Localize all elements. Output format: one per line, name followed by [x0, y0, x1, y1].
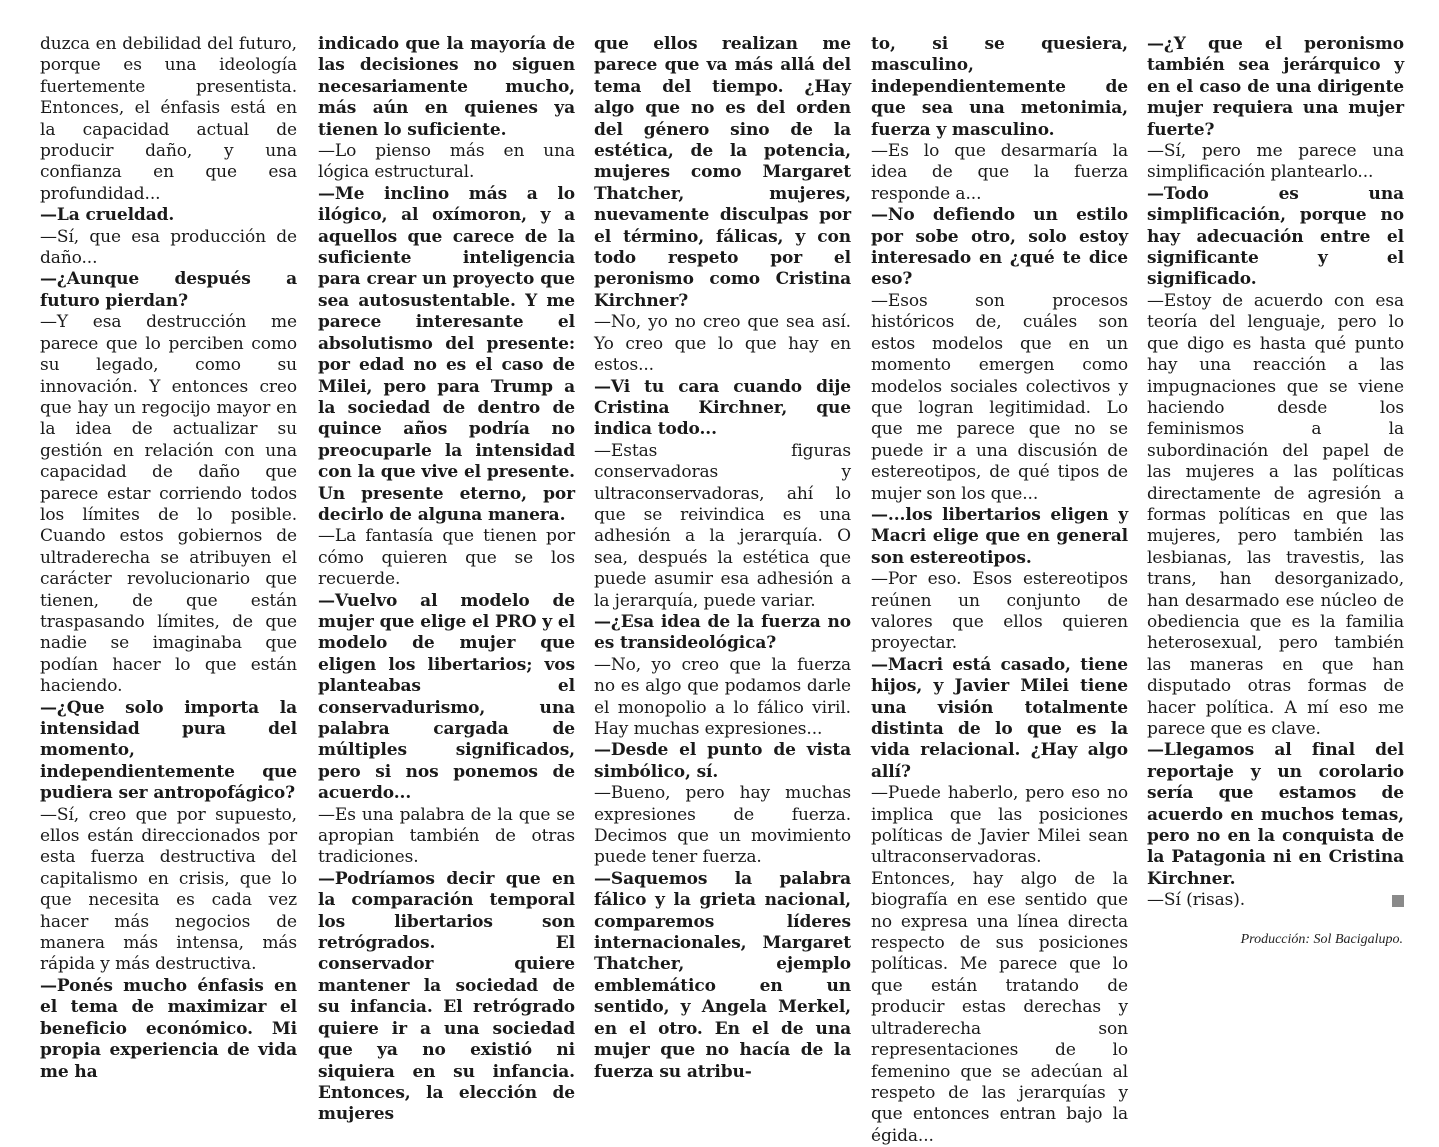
- column-1: [40, 34, 297, 1083]
- interviewee-answer: —No, yo creo que la fuerza no es algo que podamos darle el monopolio a lo fálico viril. Hay muchas expresiones...: [594, 654, 851, 739]
- column-2: [318, 34, 575, 1126]
- interviewer-question: —Todo es una simplificación, porque no hay adecuación entre el significante y el significado.: [1147, 183, 1404, 290]
- interviewee-answer: —No, yo no creo que sea así. Yo creo que lo que hay en estos...: [594, 312, 851, 376]
- interviewer-question: —Ponés mucho énfasis en el tema de maximizar el beneficio económico. Mi propia experiencia de vida me ha: [40, 975, 297, 1082]
- interviewee-answer: —Sí, que esa producción de daño...: [40, 226, 297, 269]
- interviewer-question: —Podríamos decir que en la comparación temporal los libertarios son retrógrados. El conservador quiere mantener la sociedad de su infancia. El retrógrado quiere ir a una sociedad que ya no existió ni siquiera en su infancia. Entonces, la elección de mujeres: [318, 868, 575, 1125]
- interviewee-answer: —Sí (risas).: [1147, 890, 1246, 911]
- interviewer-question: —¿Aunque después a futuro pierdan?: [40, 269, 297, 311]
- interviewer-question: —Llegamos al final del reportaje y un corolario sería que estamos de acuerdo en muchos temas, pero no en la conquista de la Patagonia ni en Cristina Kirchner.: [1147, 740, 1404, 889]
- closing-line: [1147, 890, 1404, 911]
- interviewee-answer: —Es una palabra de la que se apropian también de otras tradiciones.: [318, 804, 575, 868]
- interviewer-question: que ellos realizan me parece que va más allá del tema del tiempo. ¿Hay algo que no es del orden del género sino de la estética, de la potencia, mujeres como Margaret Thatcher, mujeres, nuevamente disculpas por el término, fálicas, y con todo respeto por el peronismo como Cristina Kirchner?: [594, 34, 851, 311]
- interviewee-answer: —Bueno, pero hay muchas expresiones de fuerza. Decimos que un movimiento puede tener fuerza.: [594, 783, 851, 868]
- interviewer-question: indicado que la mayoría de las decisiones no siguen necesariamente mucho, más aún en quienes ya tienen lo suficiente.: [318, 34, 575, 140]
- interviewer-question: —Saquemos la palabra fálico y la grieta nacional, comparemos líderes internacionales, Margaret Thatcher, ejemplo emblemático en un sentido, y Angela Merkel, en el otro. En el de una mujer que no hacía de la fuerza su atribu-: [594, 868, 851, 1082]
- interviewee-answer: —Estas figuras conservadoras y ultraconservadoras, ahí lo que se reivindica es una adhesión a la jerarquía. O sea, después la estética que puede asumir esa adhesión a la jerarquía, puede variar.: [594, 440, 851, 611]
- interviewee-answer: —Sí, creo que por supuesto, ellos están direccionados por esta fuerza destructiva del capitalismo en crisis, que lo que necesita es cada vez hacer más negocios de manera más intensa, más rápida y más destructiva.: [40, 804, 297, 975]
- interviewer-question: —La crueldad.: [40, 205, 175, 226]
- interviewer-question: —¿Esa idea de la fuerza no es transideológica?: [594, 611, 851, 654]
- interviewee-answer: —Sí, pero me parece una simplificación plantearlo...: [1147, 141, 1404, 183]
- interviewee-answer: —Lo pienso más en una lógica estructural.: [318, 141, 575, 183]
- interviewer-question: —No defiendo un estilo por sobe otro, solo estoy interesado en ¿qué te dice eso?: [871, 205, 1128, 290]
- production-credit: Producción: Sol Bacigalupo.: [1240, 932, 1403, 947]
- interviewer-question: —Desde el punto de vista simbólico, sí.: [594, 740, 851, 782]
- column-4: [871, 34, 1128, 1147]
- interviewer-question: —Me inclino más a lo ilógico, al oxímoron, y a aquellos que carece de la suficiente inteligencia para crear un proyecto que sea autosustentable. Y me parece interesante el absolutismo del presente: por edad no es el caso de Milei, pero para Trump a la sociedad de dentro de quince años podría no preocuparle la intensidad con la que vive el presente. Un presente eterno, por decirlo de alguna manera.: [318, 183, 575, 525]
- interviewee-answer: duzca en debilidad del futuro, porque es una ideología fuertemente presentista. Entonces, el énfasis está en la capacidad actual de producir daño, y una confianza en que esa profundidad...: [40, 34, 297, 204]
- interviewer-question: —Macri está casado, tiene hijos, y Javier Milei tiene una visión totalmente distinta de lo que es la vida relacional. ¿Hay algo allí?: [871, 654, 1128, 782]
- interviewer-question: —Vuelvo al modelo de mujer que elige el PRO y el modelo de mujer que eligen los libertarios; vos planteabas el conservadurismo, una palabra cargada de múltiples significados, pero si nos ponemos de acuerdo...: [318, 590, 575, 804]
- column-5: [1147, 34, 1404, 912]
- interviewee-answer: —Esos son procesos históricos de, cuáles son estos modelos que en un momento emergen como modelos sociales colectivos y que logran legitimidad. Lo que me parece que no se puede ir a una discusión de estereotipos, de qué tipos de mujer son los que...: [871, 290, 1128, 504]
- column-3: [594, 34, 851, 1083]
- interviewee-answer: —Por eso. Esos estereotipos reúnen un conjunto de valores que ellos quieren proyectar.: [871, 569, 1128, 654]
- interviewee-answer: —Estoy de acuerdo con esa teoría del lenguaje, pero lo que digo es hasta qué punto hay una reacción a las impugnaciones que se viene haciendo desde los feminismos a la subordinación del papel de las mujeres a las políticas directamente de agresión a formas políticas en que las mujeres, pero también las lesbianas, las travestis, las trans, han desorganizado, han desarmado ese núcleo de obediencia que es la familia heterosexual, pero también las maneras en que han disputado otras formas de hacer política. A mí eso me parece que es clave.: [1147, 290, 1404, 739]
- interviewee-answer: —Y esa destrucción me parece que lo perciben como su legado, como su innovación. Y entonces creo que hay un regocijo mayor en la idea de actualizar su gestión en relación con una capacidad de daño que parece estar corriendo todos los límites de lo posible. Cuando estos gobiernos de ultraderecha se atribuyen el carácter revolucionario que tienen, de que están traspasando límites, de que nadie se imaginaba que podían hacer lo que están haciendo.: [40, 312, 297, 697]
- interviewer-question: to, si se quesiera, masculino, independientemente de que sea una metonimia, fuerza y masculino.: [871, 34, 1128, 140]
- interviewer-question: —¿Que solo importa la intensidad pura del momento, independientemente que pudiera ser antropofágico?: [40, 697, 297, 804]
- interviewee-answer: —Es lo que desarmaría la idea de que la fuerza responde a...: [871, 141, 1128, 204]
- interviewer-question: —Vi tu cara cuando dije Cristina Kirchner, que indica todo...: [594, 376, 851, 440]
- interviewer-question: —...los libertarios eligen y Macri elige que en general son estereotipos.: [871, 504, 1128, 568]
- interviewer-question: —¿Y que el peronismo también sea jerárquico y en el caso de una dirigente mujer requiera una mujer fuerte?: [1147, 34, 1404, 140]
- end-of-article-square-icon: [1392, 895, 1404, 907]
- interviewee-answer: —La fantasía que tienen por cómo quieren que se los recuerde.: [318, 526, 575, 590]
- interviewee-answer: —Puede haberlo, pero eso no implica que las posiciones políticas de Javier Milei sean ultraconservadoras. Entonces, hay algo de la biografía en ese sentido que no expresa una línea directa respecto de sus posiciones políticas. Me parece que lo que están tratando de producir estas derechas y ultraderecha son representaciones de lo femenino que se adecúan al respeto de las jerarquías y que entonces entran bajo la égida...: [871, 783, 1128, 1146]
